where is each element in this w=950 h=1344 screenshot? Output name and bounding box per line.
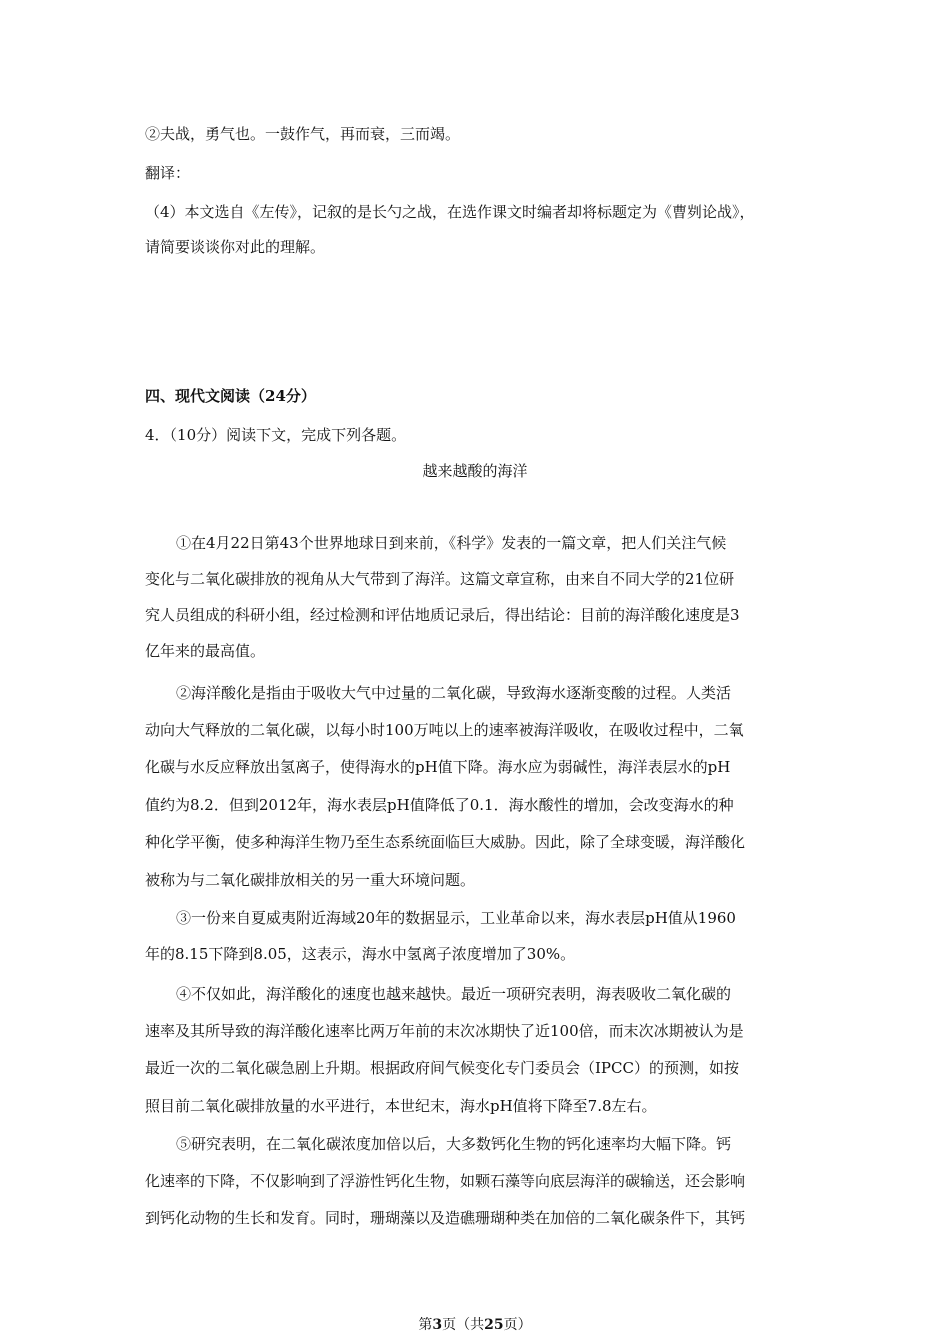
q3-part4-line-1: （4）本文选自《左传》，记叙的是长勺之战，在选作课文时编者却将标题定为《曹刿论战》，: [145, 203, 755, 221]
total-pages: 25: [484, 1317, 504, 1333]
paragraph-2-line: 种化学平衡，使多种海洋生物乃至生态系统面临巨大威胁。因此，除了全球变暖，海洋酸化: [145, 833, 746, 851]
paragraph-5-line: 到钙化动物的生长和发育。同时，珊瑚藻以及造礁珊瑚种类在加倍的二氧化碳条件下，其钙: [145, 1209, 746, 1227]
paragraph-4-line: 最近一次的二氧化碳急剧上升期。根据政府间气候变化专门委员会（IPCC）的预测，如按: [145, 1059, 739, 1077]
paragraph-4-line: ④不仅如此，海洋酸化的速度也越来越快。最近一项研究表明，海表吸收二氧化碳的: [176, 985, 732, 1003]
paragraph-4-line: 照目前二氧化碳排放量的水平进行，本世纪末，海水pH值将下降至7.8左右。: [145, 1097, 657, 1115]
paragraph-2-line: 化碳与水反应释放出氢离子，使得海水的pH值下降。海水应为弱碱性，海洋表层水的pH: [145, 758, 731, 776]
section-heading: 四、现代文阅读（24分）: [145, 387, 316, 405]
paragraph-2-line: 被称为与二氧化碳排放相关的另一重大环境问题。: [145, 871, 476, 889]
paragraph-4-line: 速率及其所导致的海洋酸化速率比两万年前的末次冰期快了近100倍，而末次冰期被认为是: [145, 1022, 744, 1040]
paragraph-1-line: 变化与二氧化碳排放的视角从大气带到了海洋。这篇文章宣称，由来自不同大学的21位研: [145, 570, 735, 588]
page-number: 3: [432, 1317, 443, 1333]
paragraph-1-line: 亿年来的最高值。: [145, 642, 266, 660]
paragraph-3-line: ③一份来自夏威夷附近海域20年的数据显示，工业革命以来，海水表层pH值从1960: [176, 909, 736, 927]
paragraph-5-line: ⑤研究表明，在二氧化碳浓度加倍以后，大多数钙化生物的钙化速率均大幅下降。钙: [176, 1135, 732, 1153]
footer-suffix: 页）: [503, 1317, 532, 1333]
paragraph-5-line: 化速率的下降，不仅影响到了浮游性钙化生物，如颗石藻等向底层海洋的碳输送，还会影响: [145, 1172, 746, 1190]
article-title: 越来越酸的海洋: [422, 462, 528, 480]
paragraph-3-line: 年的8.15下降到8.05，这表示，海水中氢离子浓度增加了30%。: [145, 945, 576, 963]
translate-label: 翻译：: [145, 164, 191, 182]
q3-part4-line-2: 请简要谈谈你对此的理解。: [145, 238, 326, 256]
footer-middle: 页（共: [442, 1317, 485, 1333]
paragraph-1-line: ①在4月22日第43个世界地球日到来前，《科学》发表的一篇文章，把人们关注气候: [176, 534, 727, 552]
paragraph-2-line: ②海洋酸化是指由于吸收大气中过量的二氧化碳，导致海水逐渐变酸的过程。人类活: [176, 684, 732, 702]
q3-sentence-2: ②夫战，勇气也。一鼓作气，再而衰，三而竭。: [145, 125, 461, 143]
paragraph-2-line: 动向大气释放的二氧化碳，以每小时100万吨以上的速率被海洋吸收，在吸收过程中，二氧: [145, 721, 744, 739]
footer-prefix: 第: [418, 1317, 433, 1333]
paragraph-1-line: 究人员组成的科研小组，经过检测和评估地质记录后，得出结论：目前的海洋酸化速度是3: [145, 606, 740, 624]
page-footer: [0, 1316, 950, 1334]
question-prompt: 4．（10分）阅读下文，完成下列各题。: [145, 426, 407, 444]
paragraph-2-line: 值约为8.2．但到2012年，海水表层pH值降低了0.1．海水酸性的增加，会改变海水的种: [145, 796, 734, 814]
